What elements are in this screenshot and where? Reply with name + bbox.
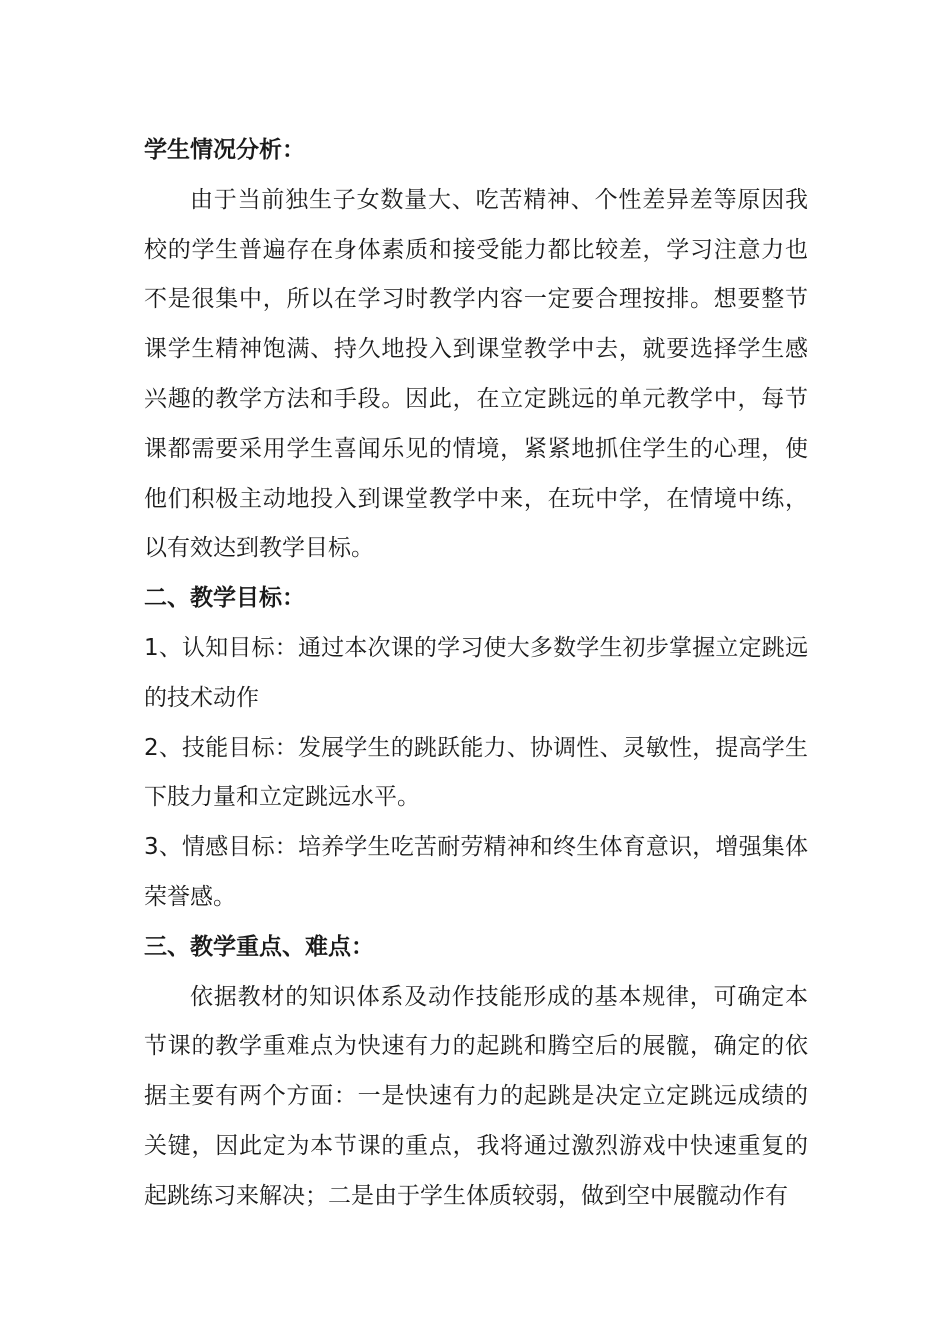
heading-student-analysis: 学生情况分析： [144,137,305,163]
heading-key-difficult-points: 三、教学重点、难点： [144,933,374,960]
paragraph-key-difficult-points: 依据教材的知识体系及动作技能形成的基本规律，可确定本节课的教学重难点为快速有力的起跳和腾空后的展髋，确定的依据主要有两个方面：一是快速有力的起跳是决定立定跳远成绩的关键，因此定为本节课的重点，我将通过激烈游戏中快速重复的起跳练习来解决；二是由于学生体质较弱，做到空中展髋动作有 [144,983,808,1209]
goal-item-skill: 2、技能目标：发展学生的跳跃能力、协调性、灵敏性，提高学生下肢力量和立定跳远水平。 [144,734,808,811]
goal-item-cognitive: 1、认知目标：通过本次课的学习使大多数学生初步掌握立定跳远的技术动作 [144,634,808,711]
heading-teaching-goals: 二、教学目标： [144,585,305,612]
document-body [144,126,808,1222]
goal-item-emotion: 3、情感目标：培养学生吃苦耐劳精神和终生体育意识，增强集体荣誉感。 [144,834,808,910]
paragraph-student-analysis: 由于当前独生子女数量大、吃苦精神、个性差异差等原因我校的学生普遍存在身体素质和接受能力都比较差，学习注意力也不是很集中，所以在学习时教学内容一定要合理按排。想要整节课学生精神饱满、持久地投入到课堂教学中去，就要选择学生感兴趣的教学方法和手段。因此，在立定跳远的单元教学中，每节课都需要采用学生喜闻乐见的情境，紧紧地抓住学生的心理，使他们积极主动地投入到课堂教学中来，在玩中学，在情境中练，以有效达到教学目标。 [144,186,808,562]
